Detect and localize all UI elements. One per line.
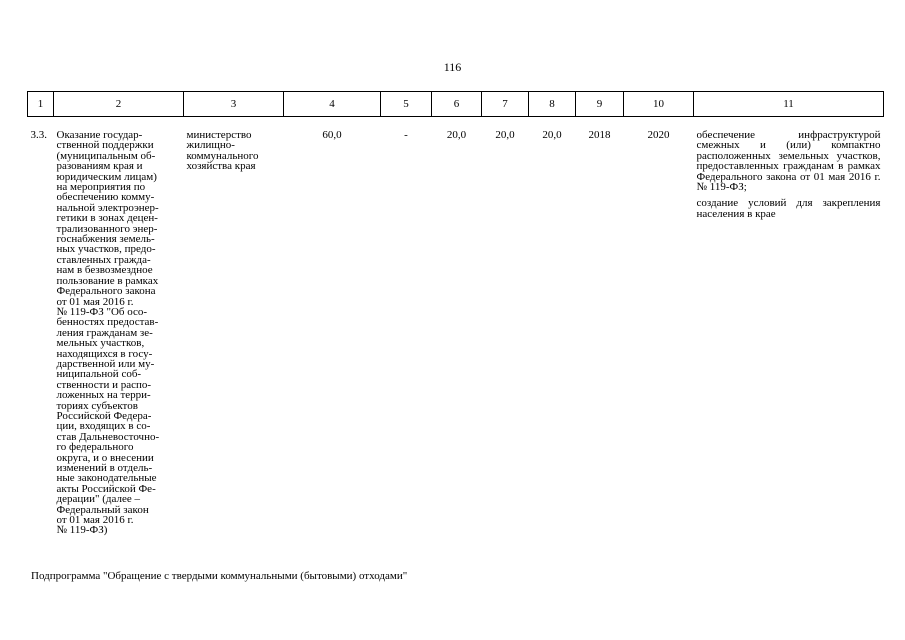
header-col-9: 9 bbox=[576, 92, 624, 117]
subprogram-title: Подпрограмма "Обращение с твердыми коммунальными (бытовыми) отходами" bbox=[31, 570, 408, 582]
expected-results bbox=[694, 117, 884, 536]
header-col-11: 11 bbox=[694, 92, 884, 117]
header-col-10: 10 bbox=[624, 92, 694, 117]
cell-col-6: 20,0 bbox=[446, 129, 467, 141]
table-row bbox=[28, 117, 884, 536]
header-col-5: 5 bbox=[381, 92, 432, 117]
responsible-agency bbox=[184, 117, 284, 536]
cell-col-8: 20,0 bbox=[542, 129, 562, 141]
agency-text: министерство жилищно- коммунального хозяйства края bbox=[186, 129, 259, 173]
end-year: 2020 bbox=[647, 129, 670, 141]
cell-total: 60,0 bbox=[322, 129, 342, 141]
cell-col-5: - bbox=[404, 129, 408, 141]
header-col-6: 6 bbox=[432, 92, 482, 117]
header-col-2: 2 bbox=[54, 92, 184, 117]
row-number: 3.3. bbox=[30, 129, 47, 141]
page-number: 116 bbox=[443, 60, 462, 74]
event-description bbox=[54, 117, 184, 536]
header-col-3: 3 bbox=[184, 92, 284, 117]
event-text: Оказание государ- ственной поддержки (муниципальным об- разованиям края и юридическим лицам) на мероприятия по обеспечению комму- нальной электроэнер- гетики в зонах децен- трализованного энер- госнабжения земель- ных участков, предо- ставленных гражда- нам в безвозмездное пользование в рамках Федерального закона от 01 мая 2016 г. № 119-ФЗ "Об осо- бенностях предостав- ления гражданам зе- мельных участков, находящихся в госу- дарственной или му- ниципальной соб- ственности и распо- ложенных на терри- ториях субъектов Российской Федера- ции, входящих в со- став Дальневосточно- го федерального округа, и о внесении изменений в отдель- ные законодательные акты Российской Фе- дерации" (далее – Федеральный закон от 01 мая 2016 г. № 119-ФЗ) bbox=[56, 129, 160, 537]
header-col-1: 1 bbox=[28, 92, 54, 117]
result-item: обеспечение инфраструктурой смежных и (или) компактно расположенных земельных участков, предоставленных гражданам в рамках Федерального закона от 01 мая 2016 г. № 119-ФЗ; bbox=[696, 129, 881, 194]
cell-col-7: 20,0 bbox=[495, 129, 515, 141]
result-item: создание условий для закрепления населения в крае bbox=[696, 197, 881, 220]
header-col-7: 7 bbox=[482, 92, 529, 117]
program-table bbox=[27, 91, 884, 536]
header-row bbox=[28, 92, 884, 117]
header-col-4: 4 bbox=[284, 92, 381, 117]
start-year: 2018 bbox=[588, 129, 611, 141]
header-col-8: 8 bbox=[529, 92, 576, 117]
